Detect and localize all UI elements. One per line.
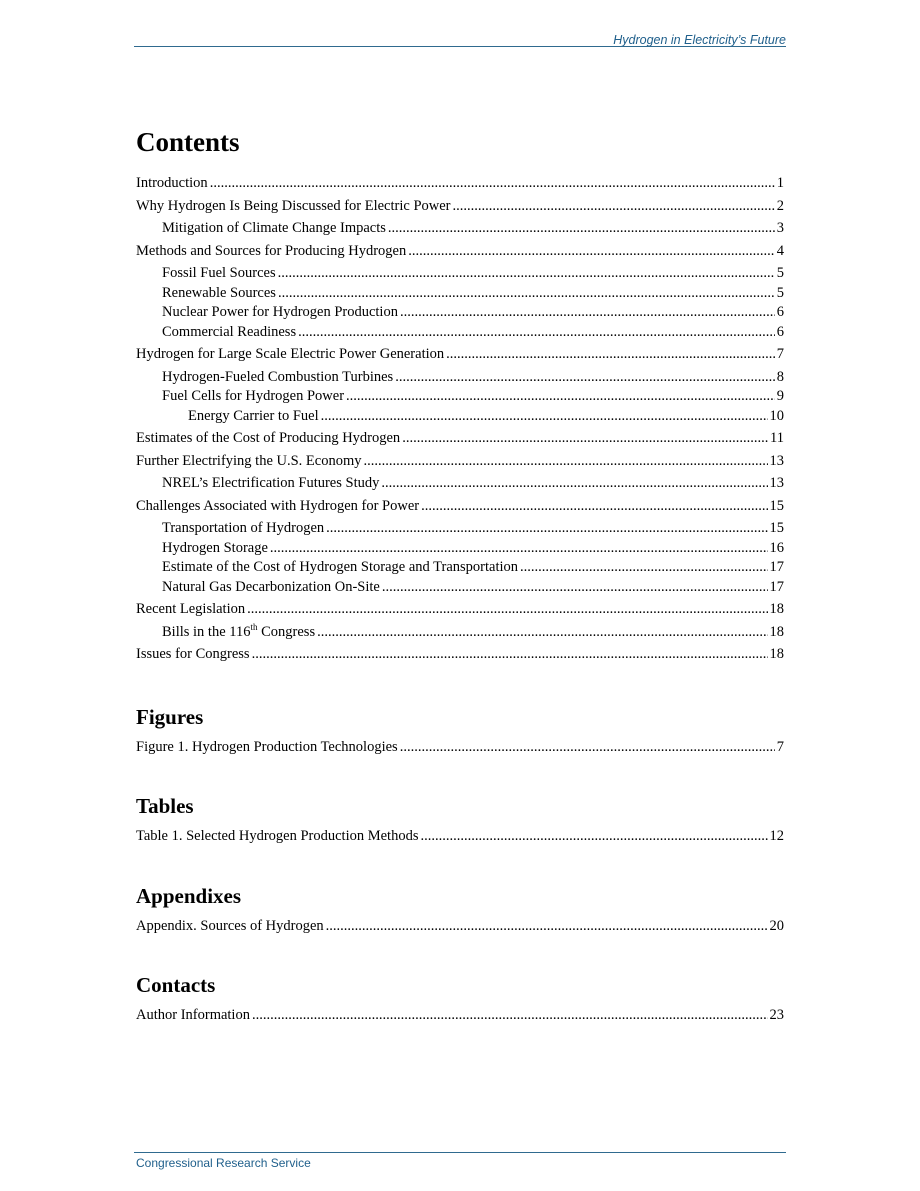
page-number: 11: [770, 430, 784, 446]
toc-entry[interactable]: Introduction ..... 1: [136, 174, 784, 194]
toc-entry[interactable]: Natural Gas Decarbonization On-Site ..... 17: [136, 578, 784, 598]
toc-entry[interactable]: Nuclear Power for Hydrogen Production ..... 6: [136, 303, 784, 323]
figures-heading: Figures: [136, 704, 204, 729]
toc-entry[interactable]: Mitigation of Climate Change Impacts ..... 3: [136, 219, 784, 239]
toc-entry[interactable]: Figure 1. Hydrogen Production Technologies ..... 7: [136, 738, 784, 758]
page-number: 6: [776, 323, 784, 340]
figures-list: [136, 738, 784, 758]
page-number: 16: [769, 539, 784, 556]
page-number: 15: [769, 520, 784, 536]
toc-entry[interactable]: Challenges Associated with Hydrogen for Power ..... 15: [136, 497, 784, 517]
page-number: 18: [769, 646, 784, 662]
toc-entry[interactable]: Bills in the 116th Congress ..... 18: [136, 623, 784, 643]
page-number: 13: [769, 475, 784, 491]
contacts-list: [136, 1006, 784, 1026]
page-number: 1: [776, 175, 784, 191]
tables-list: [136, 827, 784, 847]
toc-entry[interactable]: Author Information ..... 23: [136, 1006, 784, 1026]
page-number: 23: [769, 1007, 784, 1023]
page-number: 7: [776, 346, 784, 362]
toc-entry[interactable]: Issues for Congress ..... 18: [136, 645, 784, 665]
toc-entry[interactable]: Hydrogen for Large Scale Electric Power Generation ..... 7: [136, 345, 784, 365]
toc-entry[interactable]: Transportation of Hydrogen ..... 15: [136, 519, 784, 539]
page-number: 10: [769, 407, 784, 424]
page-number: 4: [776, 242, 784, 259]
page-number: 18: [769, 601, 784, 617]
page-number: 17: [769, 578, 784, 595]
footer-rule: [134, 1152, 786, 1153]
toc-entry[interactable]: Energy Carrier to Fuel ..... 10: [136, 407, 784, 427]
page-number: 9: [776, 388, 784, 404]
header-rule: [134, 46, 786, 47]
tables-heading: Tables: [136, 794, 194, 818]
page-number: 20: [769, 917, 784, 934]
toc-entry[interactable]: Estimate of the Cost of Hydrogen Storage and Transportation ..... 17: [136, 558, 784, 578]
toc-entry[interactable]: Appendix. Sources of Hydrogen ..... 20: [136, 917, 784, 937]
toc-entry[interactable]: Recent Legislation ..... 18: [136, 600, 784, 620]
toc-entry[interactable]: Table 1. Selected Hydrogen Production Methods ..... 12: [136, 827, 784, 847]
page-number: 5: [776, 265, 784, 281]
page-number: 12: [769, 828, 784, 844]
page-number: 18: [769, 623, 784, 640]
page-number: 17: [769, 559, 784, 575]
running-header: Hydrogen in Electricity’s Future: [613, 33, 786, 47]
appendixes-list: [136, 917, 784, 937]
toc-entry[interactable]: Renewable Sources ..... 5: [136, 284, 784, 304]
appendixes-heading: Appendixes: [136, 883, 242, 908]
toc-entry[interactable]: Hydrogen-Fueled Combustion Turbines ..... 8: [136, 368, 784, 388]
contents-heading: Contents: [136, 127, 240, 157]
toc-entry[interactable]: Fuel Cells for Hydrogen Power ..... 9: [136, 387, 784, 407]
page-number: 15: [769, 497, 784, 514]
contents-list: [136, 174, 784, 665]
page-number: 13: [769, 452, 784, 469]
toc-page: [136, 124, 784, 1026]
contacts-heading: Contacts: [136, 973, 216, 997]
toc-entry[interactable]: Commercial Readiness ..... 6: [136, 323, 784, 343]
page-number: 7: [776, 738, 784, 755]
toc-entry[interactable]: Why Hydrogen Is Being Discussed for Electric Power ..... 2: [136, 197, 784, 217]
toc-entry[interactable]: Estimates of the Cost of Producing Hydrogen ..... 11: [136, 429, 784, 449]
toc-entry[interactable]: Hydrogen Storage ..... 16: [136, 539, 784, 559]
toc-entry[interactable]: Fossil Fuel Sources ..... 5: [136, 264, 784, 284]
page-number: 3: [776, 220, 784, 236]
toc-entry[interactable]: NREL’s Electrification Futures Study ..... 13: [136, 474, 784, 494]
toc-entry[interactable]: Methods and Sources for Producing Hydrogen ..... 4: [136, 242, 784, 262]
page-number: 2: [776, 197, 784, 214]
running-footer: Congressional Research Service: [136, 1156, 311, 1170]
page-number: 5: [776, 284, 784, 301]
toc-entry[interactable]: Further Electrifying the U.S. Economy ..... 13: [136, 452, 784, 472]
page-number: 6: [776, 304, 784, 320]
page-number: 8: [776, 368, 784, 385]
